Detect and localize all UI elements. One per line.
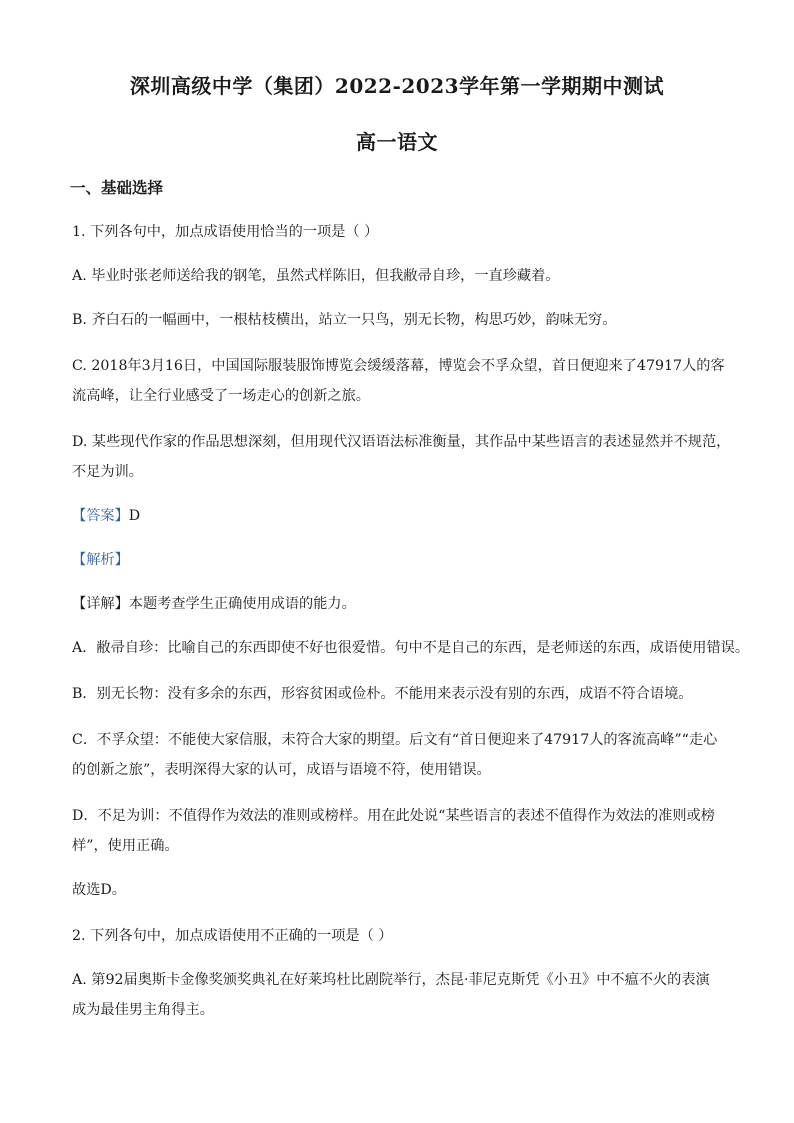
question-1-option-c-line-1: C. 2018年3月16日，中国国际服装服饰博览会缓缓落幕，博览会不孚众望，首日便迎来了47917人的客 bbox=[72, 358, 725, 374]
explanation-c-line-2: 的创新之旅”，表明深得大家的认可，成语与语境不符，使用错误。 bbox=[72, 762, 491, 778]
question-1-stem: 1. 下列各句中，加点成语使用恰当的一项是（ ） bbox=[72, 224, 379, 240]
question-2-option-a-line-2: 成为最佳男主角得主。 bbox=[72, 1002, 214, 1018]
detail-line: 【详解】本题考查学生正确使用成语的能力。 bbox=[72, 596, 356, 612]
question-1-option-c-line-2: 流高峰，让全行业感受了一场走心的创新之旅。 bbox=[72, 388, 370, 404]
explanation-d-line-2: 样”，使用正确。 bbox=[72, 838, 179, 854]
document-title: 深圳高级中学（集团）2022-2023学年第一学期期中测试 bbox=[129, 74, 665, 98]
explanation-c-line-1: C．不孚众望：不能使大家信服，未符合大家的期望。后文有“首日便迎来了47917人的客流高峰”“走心 bbox=[72, 732, 718, 748]
explanation-d-line-1: D．不足为训：不值得作为效法的准则或榜样。用在此处说“某些语言的表述不值得作为效法的准则或榜 bbox=[72, 808, 715, 824]
conclusion-line: 故选D。 bbox=[72, 882, 126, 898]
answer-value: D bbox=[128, 508, 141, 524]
question-1-option-b: B. 齐白石的一幅画中，一根枯枝横出，站立一只鸟，别无长物，构思巧妙，韵味无穷。 bbox=[72, 312, 617, 328]
question-2-stem: 2. 下列各句中，加点成语使用不正确的一项是（ ） bbox=[72, 928, 393, 944]
explanation-a: A．敝帚自珍：比喻自己的东西即使不好也很爱惜。句中不是自己的东西，是老师送的东西，成语使用错误。 bbox=[72, 640, 750, 656]
question-2-option-a-line-1: A. 第92届奥斯卡金像奖颁奖典礼在好莱坞杜比剧院举行，杰昆·菲尼克斯凭《小丑》中不瘟不火的表演 bbox=[72, 972, 710, 988]
answer-row bbox=[72, 506, 140, 526]
question-1-option-a: A. 毕业时张老师送给我的钢笔，虽然式样陈旧，但我敝帚自珍，一直珍藏着。 bbox=[72, 268, 560, 284]
question-1-option-d-line-1: D. 某些现代作家的作品思想深刻，但用现代汉语语法标准衡量，其作品中某些语言的表述显然并不规范， bbox=[72, 434, 731, 450]
answer-tag: 【答案】 bbox=[72, 508, 129, 524]
explanation-b: B．别无长物：没有多余的东西，形容贫困或俭朴。不能用来表示没有别的东西，成语不符合语境。 bbox=[72, 686, 693, 702]
section-heading: 一、基础选择 bbox=[70, 178, 164, 197]
analysis-tag: 【解析】 bbox=[72, 552, 129, 568]
document-subtitle: 高一语文 bbox=[356, 130, 438, 154]
question-1-option-d-line-2: 不足为训。 bbox=[72, 464, 143, 480]
